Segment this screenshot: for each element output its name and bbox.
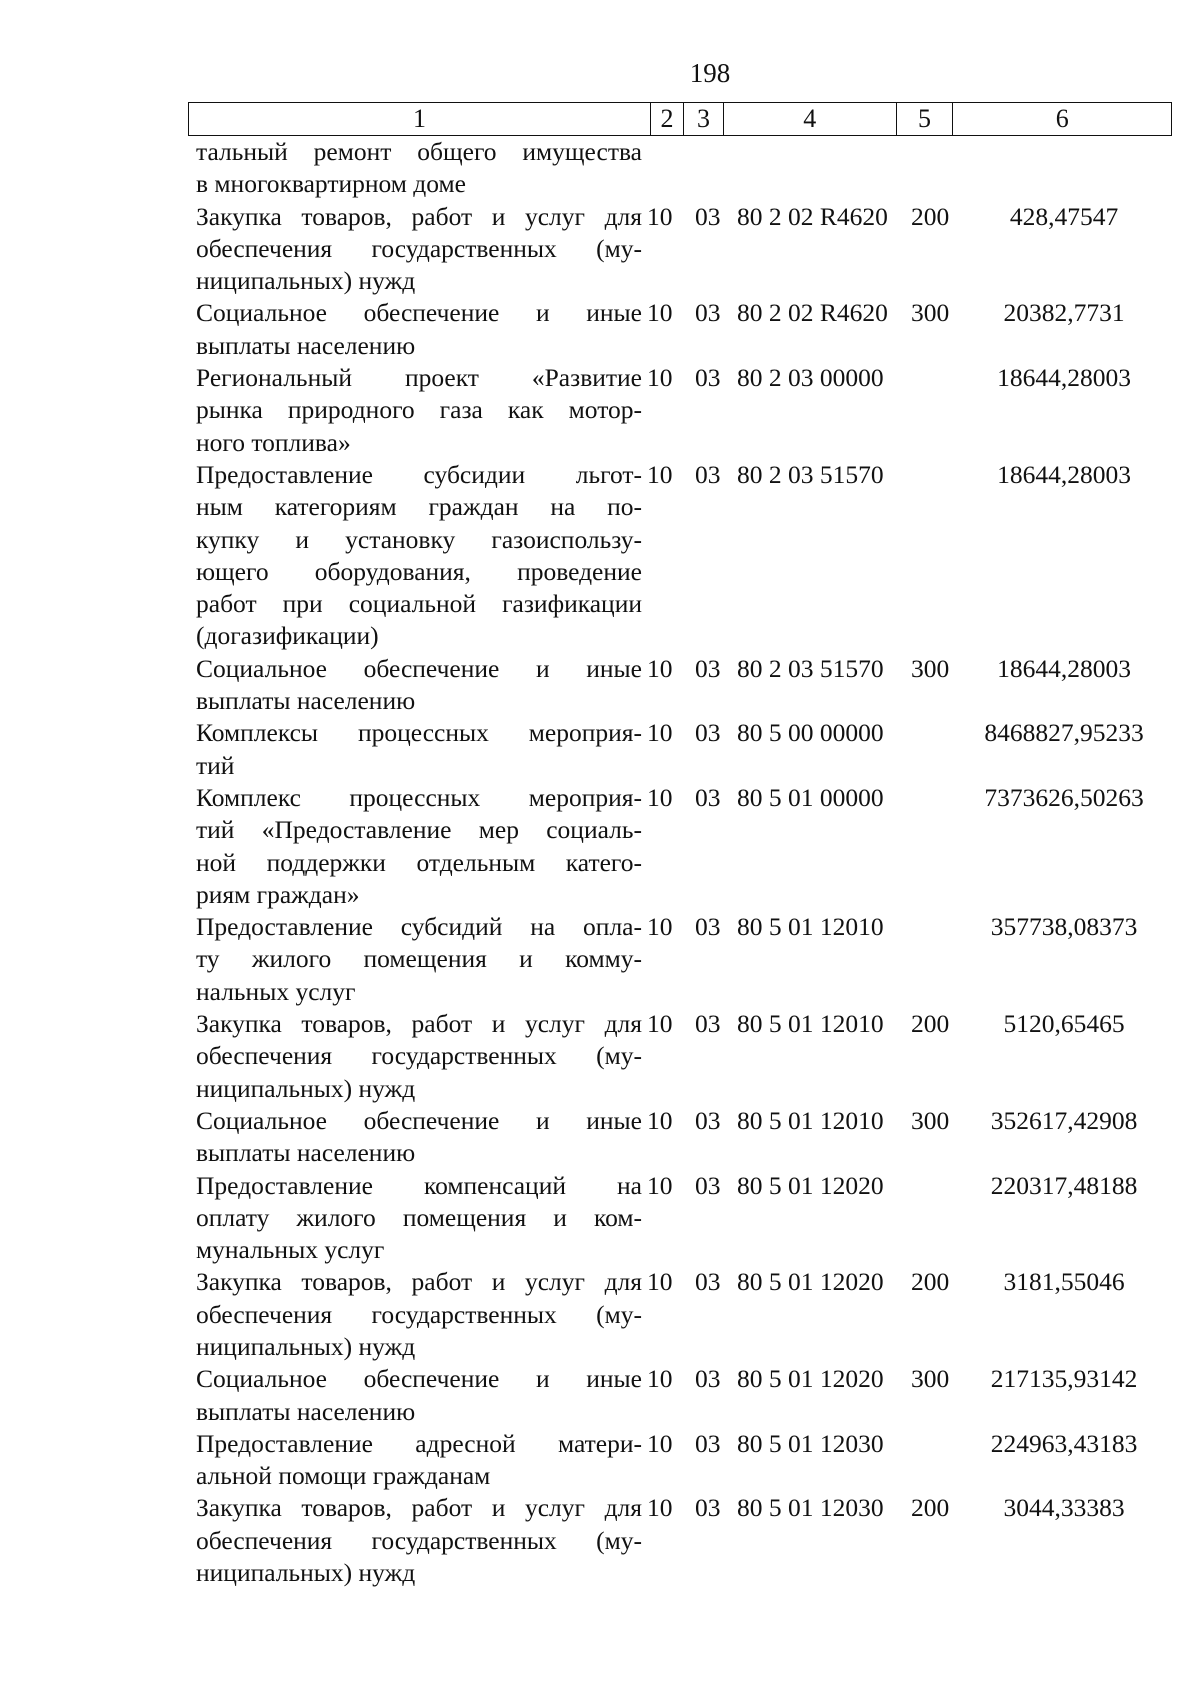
subsection-code: 03 [695, 653, 721, 683]
row-description [188, 297, 642, 362]
description-line: работ при социальной газификации [196, 589, 642, 619]
table-header [188, 102, 1172, 136]
subsection-code: 03 [695, 718, 721, 748]
description-line: рынка природного газа как мотор- [196, 395, 642, 425]
target-article-code: 80 2 02 R4620 [737, 298, 888, 328]
subsection-code: 03 [695, 1428, 721, 1458]
target-article-code: 80 5 01 12030 [737, 1493, 884, 1523]
table-row [188, 1266, 1172, 1363]
table-row [188, 1105, 1172, 1170]
subsection-code: 03 [695, 912, 721, 942]
description-line: ниципальных) нужд [196, 1073, 416, 1103]
section-code: 10 [647, 459, 673, 489]
row-description [188, 1428, 642, 1493]
table-row [188, 1363, 1172, 1428]
header-col-2: 2 [651, 103, 684, 135]
table-row [188, 717, 1172, 782]
description-line: ниципальных) нужд [196, 1558, 416, 1588]
description-line: Социальное обеспечение и иные [196, 1105, 642, 1135]
section-code: 10 [647, 1493, 673, 1523]
table-row [188, 653, 1172, 718]
description-line: (догазификации) [196, 621, 379, 651]
amount: 3044,33383 [1003, 1493, 1125, 1523]
description-line: ной поддержки отдельным катего- [196, 847, 642, 877]
header-col-1: 1 [189, 103, 651, 135]
subsection-code: 03 [695, 1009, 721, 1039]
description-line: Предоставление адресной матери- [196, 1428, 642, 1458]
section-code: 10 [647, 912, 673, 942]
row-description [188, 1170, 642, 1267]
row-description [188, 1266, 642, 1363]
target-article-code: 80 5 01 12010 [737, 1009, 884, 1039]
description-line: Закупка товаров, работ и услуг для [196, 201, 642, 231]
row-description [188, 459, 642, 653]
subsection-code: 03 [695, 1493, 721, 1523]
description-line: ту жилого помещения и комму- [196, 944, 642, 974]
target-article-code: 80 5 00 00000 [737, 718, 884, 748]
table-row [188, 201, 1172, 298]
subsection-code: 03 [695, 298, 721, 328]
description-line: альной помощи гражданам [196, 1461, 491, 1491]
description-line: нальных услуг [196, 976, 356, 1006]
section-code: 10 [647, 653, 673, 683]
description-line: тий «Предоставление мер социаль- [196, 815, 642, 845]
subsection-code: 03 [695, 1364, 721, 1394]
row-description [188, 201, 642, 298]
target-article-code: 80 5 01 00000 [737, 782, 884, 812]
description-line: выплаты населению [196, 1138, 416, 1168]
target-article-code: 80 5 01 12010 [737, 1105, 884, 1135]
amount: 217135,93142 [990, 1364, 1138, 1394]
description-line: выплаты населению [196, 330, 416, 360]
section-code: 10 [647, 1428, 673, 1458]
description-line: ющего оборудования, проведение [196, 556, 642, 586]
description-line: Закупка товаров, работ и услуг для [196, 1009, 642, 1039]
table-row [188, 1428, 1172, 1493]
table-row [188, 1008, 1172, 1105]
subsection-code: 03 [695, 363, 721, 393]
description-line: ного топлива» [196, 427, 351, 457]
section-code: 10 [647, 1267, 673, 1297]
subsection-code: 03 [695, 782, 721, 812]
table-row [188, 782, 1172, 911]
description-line: Социальное обеспечение и иные [196, 653, 642, 683]
table-row [188, 1492, 1172, 1589]
section-code: 10 [647, 1364, 673, 1394]
target-article-code: 80 2 03 51570 [737, 459, 884, 489]
expense-type-code: 300 [911, 1105, 950, 1135]
expense-type-code: 200 [911, 1009, 950, 1039]
description-line: выплаты населению [196, 1396, 416, 1426]
table-row [188, 136, 1172, 201]
description-line: тий [196, 750, 235, 780]
row-description [188, 911, 642, 1008]
budget-table [188, 102, 1172, 1589]
row-description [188, 362, 642, 459]
target-article-code: 80 2 03 51570 [737, 653, 884, 683]
description-line: Предоставление субсидии льгот- [196, 459, 642, 489]
amount: 18644,28003 [997, 459, 1131, 489]
target-article-code: 80 5 01 12010 [737, 912, 884, 942]
amount: 7373626,50263 [984, 782, 1144, 812]
section-code: 10 [647, 1170, 673, 1200]
header-col-6: 6 [1055, 104, 1069, 133]
target-article-code: 80 5 01 12030 [737, 1428, 884, 1458]
amount: 428,47547 [1009, 201, 1119, 231]
description-line: обеспечения государственных (му- [196, 1299, 642, 1329]
subsection-code: 03 [695, 459, 721, 489]
description-line: мунальных услуг [196, 1235, 385, 1265]
description-line: Закупка товаров, работ и услуг для [196, 1493, 642, 1523]
description-line: Закупка товаров, работ и услуг для [196, 1267, 642, 1297]
description-line: Предоставление компенсаций на [196, 1170, 642, 1200]
description-line: Комплексы процессных мероприя- [196, 718, 642, 748]
description-line: обеспечения государственных (му- [196, 1525, 642, 1555]
amount: 220317,48188 [990, 1170, 1138, 1200]
description-line: ниципальных) нужд [196, 1331, 416, 1361]
amount: 18644,28003 [997, 363, 1131, 393]
section-code: 10 [647, 201, 673, 231]
amount: 357738,08373 [990, 912, 1138, 942]
description-line: в многоквартирном доме [196, 169, 467, 199]
table-row [188, 297, 1172, 362]
description-line: риям граждан» [196, 879, 360, 909]
description-line: Предоставление субсидий на опла- [196, 912, 642, 942]
section-code: 10 [647, 298, 673, 328]
description-line: Комплекс процессных мероприя- [196, 782, 642, 812]
target-article-code: 80 2 03 00000 [737, 363, 884, 393]
description-line: обеспечения государственных (му- [196, 1041, 642, 1071]
header-col-4: 4 [724, 103, 897, 135]
description-line: купку и установку газоиспользу- [196, 524, 642, 554]
expense-type-code: 300 [911, 1364, 950, 1394]
section-code: 10 [647, 782, 673, 812]
target-article-code: 80 5 01 12020 [737, 1364, 884, 1394]
amount: 224963,43183 [990, 1428, 1138, 1458]
amount: 5120,65465 [1003, 1009, 1125, 1039]
table-row [188, 362, 1172, 459]
description-line: ниципальных) нужд [196, 266, 416, 296]
description-line: оплату жилого помещения и ком- [196, 1202, 642, 1232]
description-line: тальный ремонт общего имущества [196, 137, 642, 166]
amount: 352617,42908 [990, 1105, 1138, 1135]
target-article-code: 80 5 01 12020 [737, 1170, 884, 1200]
section-code: 10 [647, 1105, 673, 1135]
description-line: Региональный проект «Развитие [196, 363, 642, 393]
subsection-code: 03 [695, 201, 721, 231]
page-number: 198 [689, 58, 731, 88]
row-description [188, 1492, 642, 1589]
description-line: ным категориям граждан на по- [196, 492, 642, 522]
table-body [188, 136, 1172, 1589]
amount: 8468827,95233 [984, 718, 1144, 748]
table-row [188, 1170, 1172, 1267]
subsection-code: 03 [695, 1267, 721, 1297]
row-description [188, 717, 642, 782]
subsection-code: 03 [695, 1170, 721, 1200]
description-line: Социальное обеспечение и иные [196, 1364, 642, 1394]
row-description [188, 1105, 642, 1170]
expense-type-code: 300 [911, 653, 950, 683]
row-description [188, 782, 642, 911]
header-col-5: 5 [897, 103, 954, 135]
row-description [188, 136, 642, 201]
row-description [188, 653, 642, 718]
section-code: 10 [647, 1009, 673, 1039]
expense-type-code: 200 [911, 1493, 950, 1523]
amount: 18644,28003 [997, 653, 1131, 683]
header-col-3: 3 [684, 103, 724, 135]
table-row [188, 459, 1172, 653]
expense-type-code: 200 [911, 1267, 950, 1297]
subsection-code: 03 [695, 1105, 721, 1135]
amount: 20382,7731 [1003, 298, 1125, 328]
section-code: 10 [647, 718, 673, 748]
description-line: обеспечения государственных (му- [196, 233, 642, 263]
description-line: Социальное обеспечение и иные [196, 298, 642, 328]
amount: 3181,55046 [1003, 1267, 1125, 1297]
target-article-code: 80 2 02 R4620 [737, 201, 888, 231]
section-code: 10 [647, 363, 673, 393]
table-row [188, 911, 1172, 1008]
row-description [188, 1363, 642, 1428]
row-description [188, 1008, 642, 1105]
expense-type-code: 300 [911, 298, 950, 328]
target-article-code: 80 5 01 12020 [737, 1267, 884, 1297]
expense-type-code: 200 [911, 201, 950, 231]
description-line: выплаты населению [196, 686, 416, 716]
